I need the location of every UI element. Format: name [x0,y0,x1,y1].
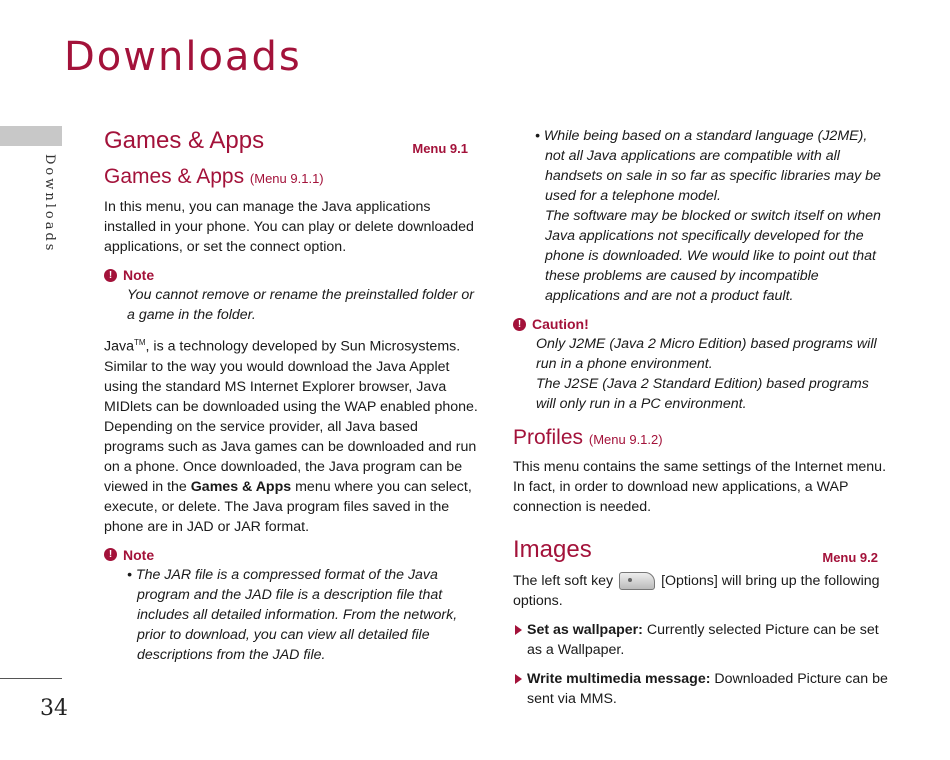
trademark: TM [133,338,146,347]
intro-paragraph: In this menu, you can manage the Java applications installed in your phone. You can play or delete downloaded applications, or set the connect option. [104,199,474,255]
caution-text-2: The J2SE (Java 2 Standard Edition) based programs will only run in a PC environment. [536,376,869,412]
subsection-heading-text: Games & Apps [104,165,245,188]
profiles-paragraph: This menu contains the same settings of the Internet menu. In fact, in order to download new applications, a WAP connection is needed. [513,459,887,515]
left-soft-key-icon [619,572,655,590]
section-heading-games-apps [104,126,478,156]
side-chapter-label: Downloads [42,154,57,254]
note-label: Note [123,267,155,283]
page-number: 34 [40,696,68,721]
note-text: You cannot remove or rename the preinstalled folder or a game in the folder. [127,287,475,323]
caution-text-1: Only J2ME (Java 2 Micro Edition) based programs will run in a phone environment. [536,336,877,372]
note-bullet-text: • The JAR file is a compressed format of the Java program and the JAD file is a description file that includes all detailed information. From the network, prior to download, you can view all detailed file descriptions from the JAD file. [127,566,458,663]
exclamation-icon: ! [104,548,117,561]
side-tab [0,126,62,146]
menu-number: Menu 9.2 [822,550,878,565]
section-heading-images [513,535,888,565]
option-title: Write multimedia message: [527,671,711,687]
footer-rule [0,678,62,679]
java-text-1: , is a technology developed by Sun Microsystems. Similar to the way you would download the Java Applet using the standard MS Internet Explorer browser, Java MIDlets can be downloaded using the WAP enabled phone. Depending on the service provider, all Java based programs such as Java games can be downloaded and run on a phone. Once downloaded, the Java program can be viewed in the [104,338,478,495]
exclamation-icon: ! [104,269,117,282]
triangle-arrow-icon [515,625,522,635]
section-heading-text: Games & Apps [104,127,265,154]
java-word: Java [104,338,134,355]
option-text: Currently selected Picture can be set as a Wallpaper. [527,622,879,658]
java-paragraph [104,333,478,537]
java-text-2: menu where you can select, execute, or delete. The Java program files saved in the phone are in JAD or JAR format. [104,478,472,535]
subsection-heading-text: Profiles [513,426,584,449]
images-text-1: The left soft key [513,573,614,589]
option-title: Set as wallpaper: [527,622,643,638]
note-heading [104,265,478,285]
left-column [104,126,478,665]
menu-reference: (Menu 9.1.1) [249,171,324,186]
right-column [513,126,888,709]
menu-number: Menu 9.1 [412,141,468,156]
menu-reference: (Menu 9.1.2) [588,432,663,447]
note-heading [104,545,478,565]
caution-heading [513,314,888,334]
option-item [513,669,888,709]
subsection-heading-profiles [513,424,888,454]
option-text: Downloaded Picture can be sent via MMS. [527,671,888,707]
images-text-2: [Options] will bring up the following options. [513,573,880,609]
page-title: Downloads [64,34,302,80]
compatibility-bullet: • While being based on a standard language (J2ME), not all Java applications are compatible with all handsets on sale in so far as specific libraries may be used for a telephone model. [535,128,881,204]
images-paragraph [513,571,888,611]
triangle-arrow-icon [515,674,522,684]
exclamation-icon: ! [513,318,526,331]
caution-label: Caution! [532,316,589,332]
java-bold-menu: Games & Apps [190,478,292,495]
note-label: Note [123,546,155,563]
option-item [513,620,888,660]
subsection-heading-games-apps [104,163,478,193]
compatibility-continued: The software may be blocked or switch itself on when Java applications not specifically developed for the phone is downloaded. We would like to point out that these problems are caused by incompatible applications and are not a product fault. [545,208,881,304]
section-heading-text: Images [513,536,592,563]
